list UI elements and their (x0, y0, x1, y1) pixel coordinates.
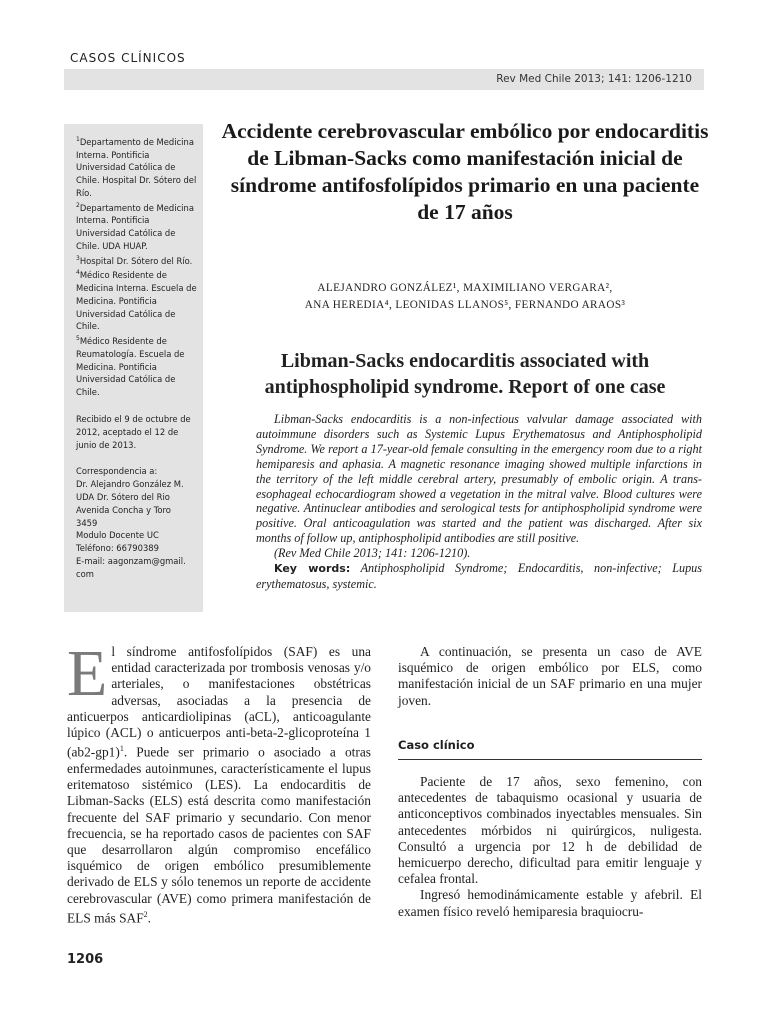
affiliation-item: $^2$Departamento de Medicina Interna. Pontificia Universidad Católica de Chile. UDA HUAP. (76, 201, 194, 251)
english-title: Libman-Sacks endocarditis associated with antiphospholipid syndrome. Report of one case (264, 350, 666, 398)
author-list (220, 280, 710, 313)
body-paragraph: A continuación, se presenta un caso de AVE isquémico de origen embólico por ELS, como manifestación inicial de un SAF primario en una mujer joven. (398, 644, 702, 708)
intro-paragraph: El síndrome antifosfolípidos (SAF) es una entidad caracterizada por trombosis venosas y/o arteriales, o manifestaciones obstétricas adversas, asociadas a la presencia de anticuerpos anticardiolipinas (aCL), anticoagulante lúpico (ACL) o anticuerpos anti-beta-2-glicoproteína 1 $(ab2-gp1)^1$. Puede ser primario o asociado a otras enfermedades autoinmunes, característicamente el lupus eritematoso sistémico (LES). La endocarditis de Libman-Sacks (ELS) está descrita como manifestación frecuente del SAF primario y secundario. Con menor frecuencia, se ha reportado casos de pacientes con SAF que desarrollaron algún compromiso encefálico isquémico de origen embólico presumiblemente derivado de ELS y sólo tenemos un reporte de accidente cerebrovascular (AVE) como primera manifestación de ELS más SAF$^2$. (67, 637, 371, 926)
abstract-citation: (Rev Med Chile 2013; 141: 1206-1210). (274, 546, 471, 561)
body-paragraph: Ingresó hemodinámicamente estable y afebril. El examen físico reveló hemiparesia braquiocru- (398, 887, 702, 919)
page-number: 1206 (67, 952, 104, 967)
received-date: Recibido el 9 de octubre de 2012, aceptado el 12 de junio de 2013. (76, 413, 191, 450)
body-column-left (67, 637, 371, 926)
section-label: CASOS CLÍNICOS (70, 51, 186, 65)
affiliations-sidebar (64, 124, 203, 612)
keywords-text: Antiphospholipid Syndrome; Endocarditis, non-infective; Lupus erythematosus, systemic. (256, 561, 703, 591)
journal-header-band (64, 69, 704, 90)
abstract-text: Libman-Sacks endocarditis is a non-infectious valvular damage associated with autoimmune disorders such as Systemic Lupus Erythematosus and Antiphospholipid Syndrome. We report a 17-year-old female consulting in the emergency room due to a right hemiparesis and aphasia. A magnetic resonance imaging showed multiple infarctions in the territory of the left middle cerebral artery, presumably of embolic origin. A trans-esophageal echocardiogram showed a vegetation in the mitral valve. Blood cultures were negative. Antinuclear antibodies and serological tests for antiphospholipid syndrome were positive. Oral anticoagulation was started and the patient was discharged. After six months of follow up, antiphospholipid antibodies are still positive. (256, 412, 702, 546)
authors-line: ANA HEREDIA⁴, LEONIDAS LLANOS⁵, FERNANDO ARAOS³ (304, 298, 626, 311)
drop-cap: E (67, 637, 108, 710)
affiliation-item: $^4$Médico Residente de Medicina Interna. Escuela de Medicina. Pontificia Universidad Católica de Chile. (76, 269, 197, 332)
body-paragraph: Paciente de 17 años, sexo femenino, con antecedentes de tabaquismo ocasional y usuaria de anticonceptivos combinados inyectables mensuales. Sin antecedentes mórbidos ni quirúrgicos, nuligesta. Consultó a urgencia por 12 h de debilidad de hemicuerpo derecho, dificultad para emitir lenguaje y cefalea frontal. (398, 774, 702, 887)
affiliation-list (76, 134, 199, 399)
keywords-label: Key words: (274, 562, 351, 576)
abstract (256, 412, 702, 592)
correspondence-line: Dr. Alejandro González M. (76, 479, 184, 490)
correspondence-email[interactable]: E-mail: aagonzam@gmail. (76, 555, 186, 566)
keywords (256, 561, 702, 592)
correspondence-line: Teléfono: 66790389 (76, 543, 159, 554)
journal-reference: Rev Med Chile 2013; 141: 1206-1210 (496, 73, 692, 85)
correspondence-line: Correspondencia a: (76, 466, 158, 477)
correspondence-email-cont[interactable]: com (76, 568, 94, 579)
correspondence-line: Avenida Concha y Toro (76, 504, 171, 515)
affiliation-item: $^3$Hospital Dr. Sótero del Río. (76, 254, 193, 266)
authors-line: ALEJANDRO GONZÁLEZ¹, MAXIMILIANO VERGARA², (317, 282, 613, 294)
body-column-right (398, 644, 702, 920)
correspondence-line: Modulo Docente UC (76, 530, 159, 541)
correspondence-line: UDA Dr. Sótero del Rio (76, 491, 170, 502)
section-heading-case: Caso clínico (398, 737, 702, 760)
article-title: Accidente cerebrovascular embólico por endocarditis de Libman-Sacks como manifestación inicial de síndrome antifosfolípidos primario en una paciente de 17 años (221, 119, 709, 224)
correspondence-line: 3459 (76, 517, 98, 528)
correspondence-block (76, 465, 199, 580)
affiliation-item: $^5$Médico Residente de Reumatología. Escuela de Medicina. Pontificia Universidad Católica de Chile. (76, 335, 185, 398)
affiliation-item: $^1$Departamento de Medicina Interna. Pontificia Universidad Católica de Chile. Hospital Dr. Sótero del Río. (76, 136, 197, 198)
